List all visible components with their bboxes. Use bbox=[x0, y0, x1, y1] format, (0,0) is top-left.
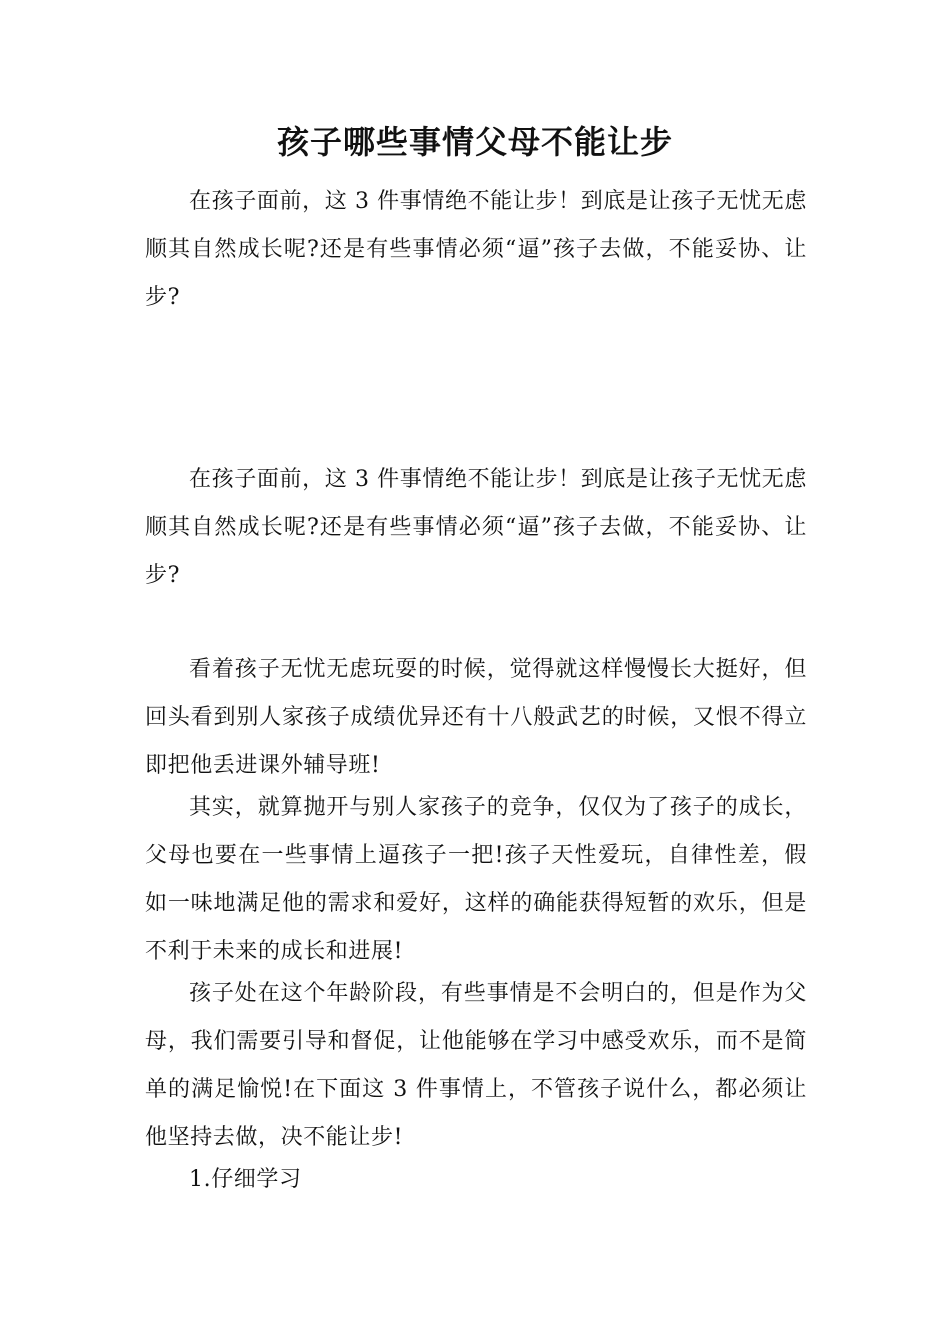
document-title: 孩子哪些事情父母不能让步 bbox=[276, 123, 673, 161]
paragraph-intro-1: 在孩子面前，这 3 件事情绝不能让步！到底是让孩子无忧无虑顺其自然成长呢?还是有些事情必须“逼”孩子去做，不能妥协、让步? bbox=[145, 189, 807, 310]
paragraph-watching-children: 看着孩子无忧无虑玩耍的时候，觉得就这样慢慢长大挺好，但回头看到别人家孩子成绩优异还有十八般武艺的时候，又恨不得立即把他丢进课外辅导班! bbox=[145, 657, 807, 778]
paragraph-intro-2: 在孩子面前，这 3 件事情绝不能让步！到底是让孩子无忧无虑顺其自然成长呢?还是有些事情必须“逼”孩子去做，不能妥协、让步? bbox=[145, 467, 807, 588]
paragraph-in-fact: 其实，就算抛开与别人家孩子的竞争，仅仅为了孩子的成长，父母也要在一些事情上逼孩子一把!孩子天性爱玩，自律性差，假如一味地满足他的需求和爱好，这样的确能获得短暂的欢乐，但是不利于未来的成长和进展! bbox=[145, 795, 807, 964]
section-heading-study: 1.仔细学习 bbox=[189, 1167, 302, 1192]
paragraph-age-stage: 孩子处在这个年龄阶段，有些事情是不会明白的，但是作为父母，我们需要引导和督促，让他能够在学习中感受欢乐，而不是简单的满足愉悦!在下面这 3 件事情上，不管孩子说什么，都必须让他坚持去做，决不能让步! bbox=[145, 981, 807, 1150]
